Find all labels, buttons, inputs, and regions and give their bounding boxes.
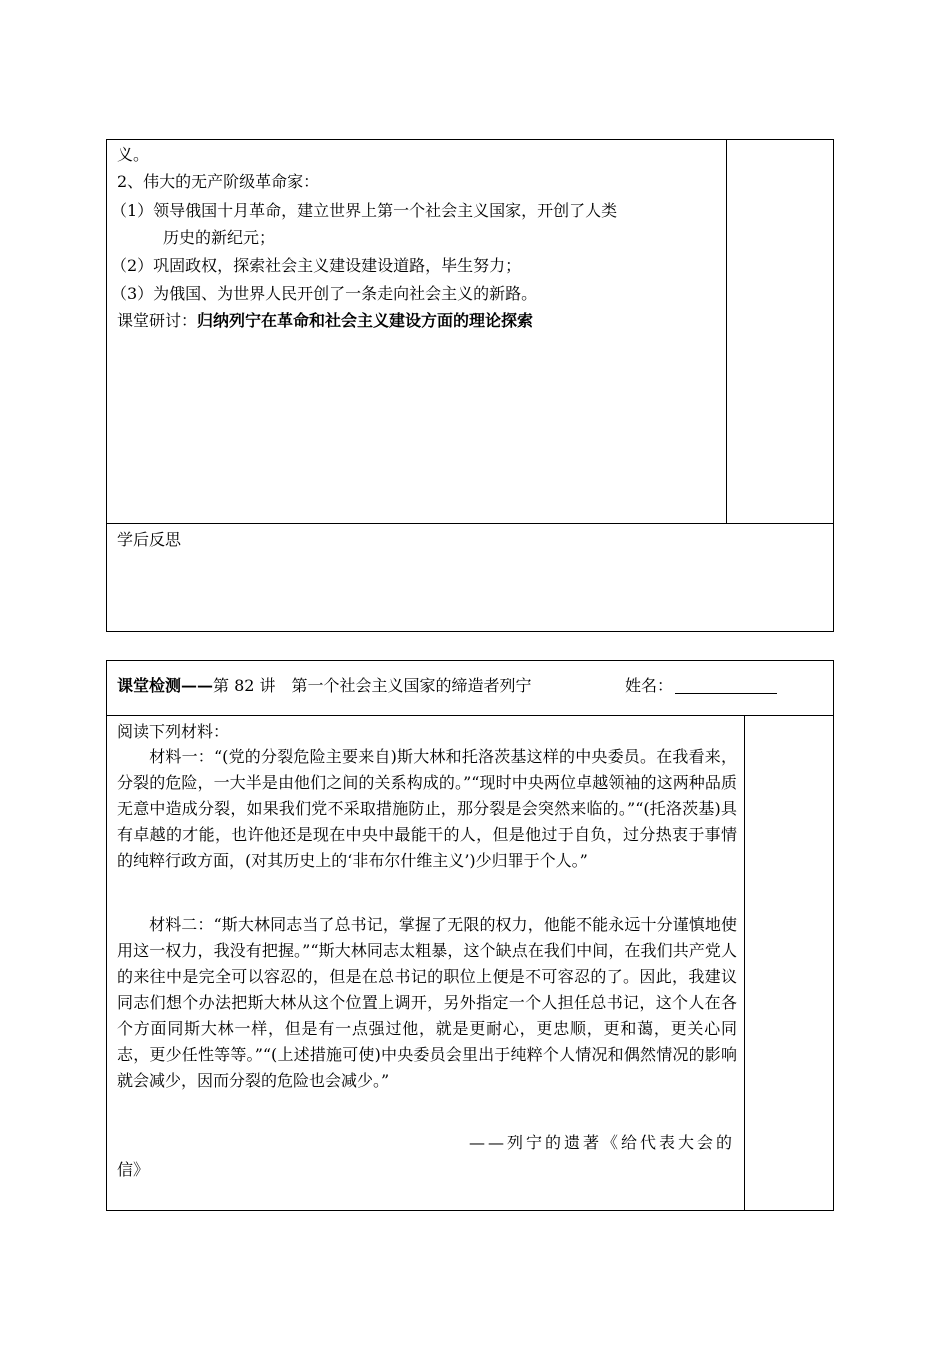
source-line-2: 信》 bbox=[117, 1160, 150, 1179]
material-cell bbox=[107, 716, 745, 1210]
notes-cell bbox=[727, 140, 833, 523]
name-field bbox=[625, 676, 777, 696]
text-line: 历史的新纪元； bbox=[163, 228, 276, 247]
material-two bbox=[117, 912, 737, 1094]
lesson-table bbox=[106, 139, 834, 632]
text-line: 义。 bbox=[117, 145, 150, 164]
text-line: 2、伟大的无产阶级革命家： bbox=[117, 172, 320, 191]
notes-cell bbox=[745, 716, 833, 1210]
name-blank[interactable] bbox=[675, 677, 777, 694]
quiz-title-bold: 课堂检测—— bbox=[117, 676, 214, 695]
material-one-text: 材料一：“(党的分裂危险主要来自)斯大林和托洛茨基这样的中央委员。在我看来，分裂的危险，一大半是由他们之间的关系构成的。”“现时中央两位卓越领袖的这两种品质无意中造成分裂，如果我们党不采取措施防止，那分裂是会突然来临的。”“(托洛茨基)具有卓越的才能，也许他还是现在中央中最能干的人，但是他过于自负，过分热衷于事情的纯粹行政方面，(对其历史上的‘非布尔什维主义’)少归罪于个人。” bbox=[117, 747, 737, 870]
intro-text: 阅读下列材料： bbox=[117, 722, 230, 741]
name-label: 姓名： bbox=[625, 676, 674, 695]
text-line: （2）巩固政权，探索社会主义建设建设道路，毕生努力； bbox=[111, 256, 522, 275]
quiz-table bbox=[106, 660, 834, 1211]
study-prefix: 课堂研讨： bbox=[117, 311, 198, 330]
study-topic: 归纳列宁在革命和社会主义建设方面的理论探索 bbox=[197, 311, 534, 330]
quiz-title-text: 第 82 讲 第一个社会主义国家的缔造者列宁 bbox=[213, 676, 532, 695]
text-line: （1）领导俄国十月革命，建立世界上第一个社会主义国家，开创了人类 bbox=[111, 201, 618, 220]
reflection-cell bbox=[107, 523, 833, 631]
text-line: （3）为俄国、为世界人民开创了一条走向社会主义的新路。 bbox=[111, 284, 538, 303]
material-two-text: 材料二：“斯大林同志当了总书记，掌握了无限的权力，他能不能永远十分谨慎地使用这一权力，我没有把握。”“斯大林同志太粗暴，这个缺点在我们中间，在我们共产党人的来往中是完全可以容忍的，但是在总书记的职位上便是不可容忍的了。因此，我建议同志们想个办法把斯大林从这个位置上调开，另外指定一个人担任总书记，这个人在各个方面同斯大林一样，但是有一点强过他，就是更耐心，更忠顺，更和蔼，更关心同志，更少任性等等。”“(上述措施可使)中央委员会里出于纯粹个人情况和偶然情况的影响就会减少，因而分裂的危险也会减少。” bbox=[117, 915, 737, 1090]
lesson-content-cell bbox=[107, 140, 727, 523]
material-one bbox=[117, 744, 737, 874]
quiz-title bbox=[117, 676, 532, 696]
source-line-1: ——列宁的遗著《给代表大会的 bbox=[468, 1133, 735, 1152]
reflection-label: 学后反思 bbox=[117, 530, 182, 549]
study-topic-line bbox=[117, 311, 533, 331]
quiz-header-cell bbox=[107, 661, 833, 716]
